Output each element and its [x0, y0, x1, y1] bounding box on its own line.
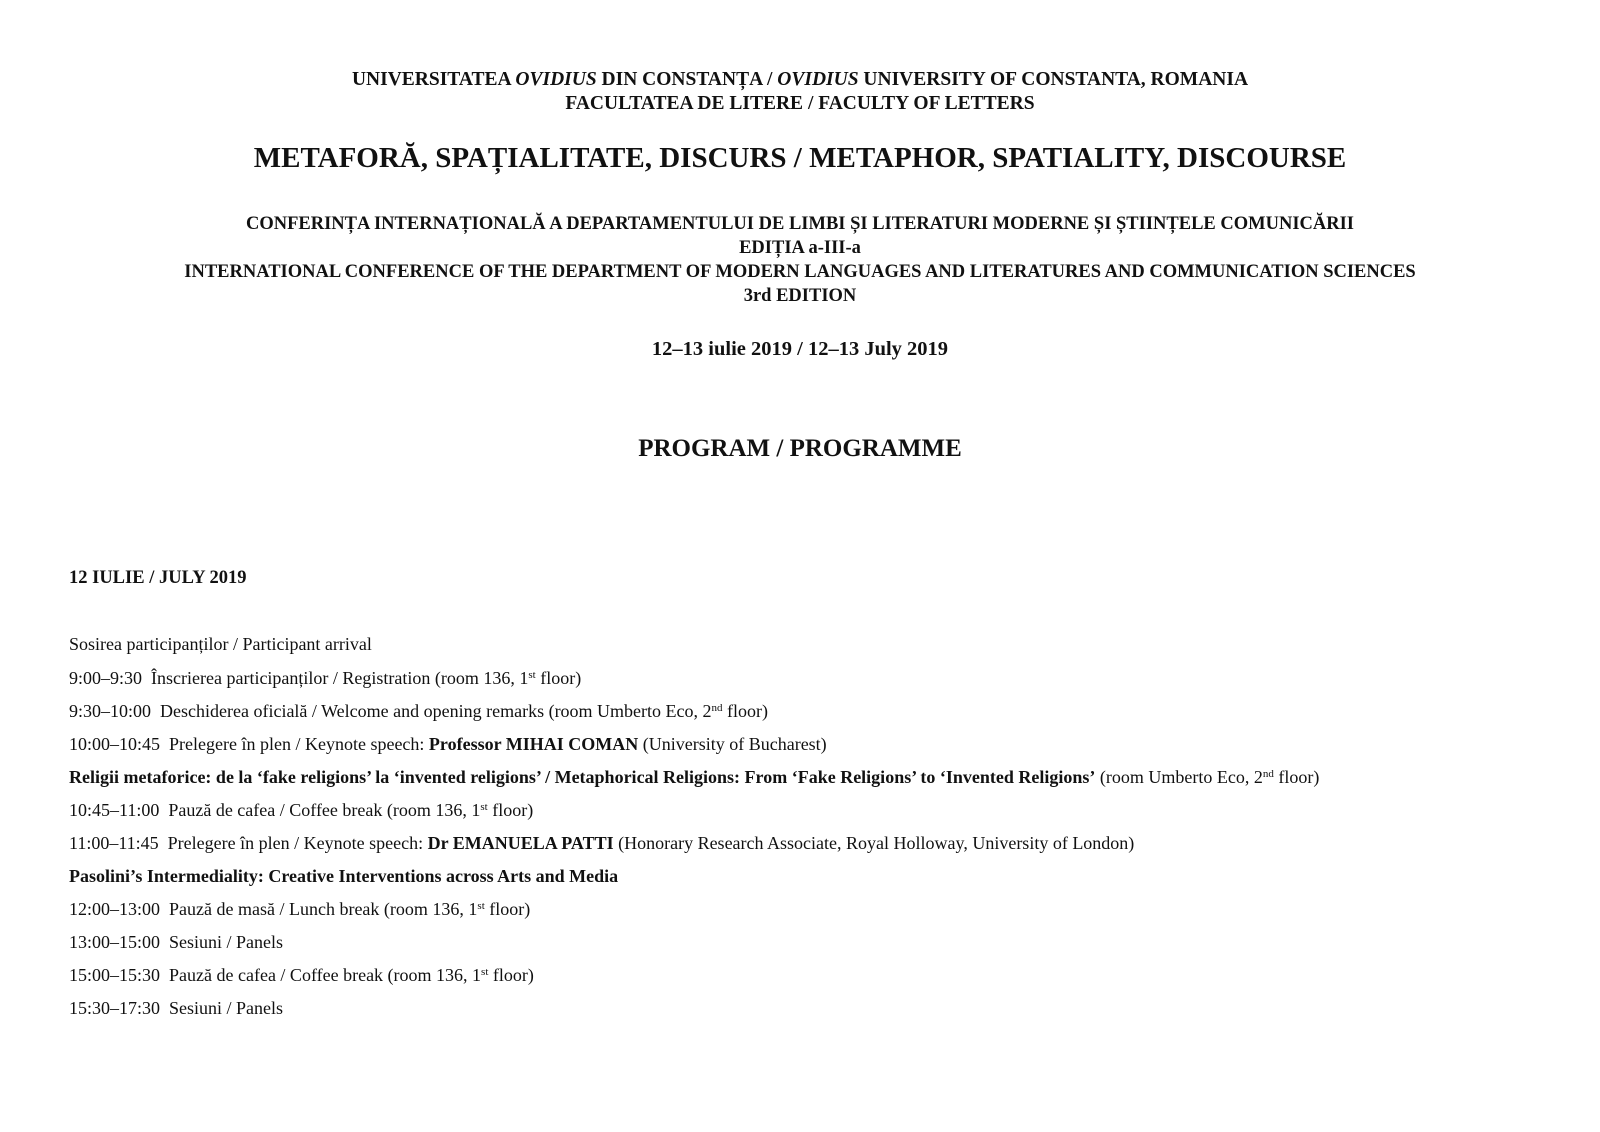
schedule-keynote-1-title [69, 765, 1319, 789]
university-ovidius-en: OVIDIUS [777, 69, 859, 90]
panels2-text: Sesiuni / Panels [169, 998, 284, 1018]
keynote1-text: Prelegere în plen / Keynote speech: [169, 734, 429, 754]
opening-end: floor) [722, 701, 769, 721]
keynote1-room-end: floor) [1273, 767, 1320, 787]
lunch-end: floor) [484, 899, 531, 919]
coffee2-time: 15:00–15:30 [69, 965, 161, 985]
coffee2-end: floor) [488, 965, 534, 985]
keynote1-affiliation: (University of Bucharest) [638, 734, 827, 754]
schedule-opening [69, 699, 768, 723]
conference-name-ro: CONFERINȚA INTERNAȚIONALĂ A DEPARTAMENTULUI DE LIMBI ȘI LITERATURI MODERNE ȘI ȘTIINȚELE COMUNICĂRII [246, 214, 1354, 234]
conference-title: METAFORĂ, SPAȚIALITATE, DISCURS / METAPHOR, SPATIALITY, DISCOURSE [253, 142, 1347, 174]
schedule-coffee-1 [69, 798, 533, 822]
opening-text: Deschiderea oficială / Welcome and opening remarks (room Umberto Eco, 2 [160, 701, 712, 721]
schedule-keynote-2 [69, 831, 1134, 855]
schedule-registration [69, 666, 581, 690]
day-heading: 12 IULIE / JULY 2019 [69, 568, 247, 588]
panels1-text: Sesiuni / Panels [169, 932, 284, 952]
keynote2-speaker: Dr EMANUELA PATTI [427, 833, 614, 853]
keynote2-time: 11:00–11:45 [69, 833, 159, 853]
keynote2-text: Prelegere în plen / Keynote speech: [167, 833, 428, 853]
registration-text: Înscrierea participanților / Registration (room 136, 1 [151, 668, 529, 688]
schedule-panels-1 [69, 930, 283, 954]
schedule-coffee-2 [69, 963, 534, 987]
conference-name-en: INTERNATIONAL CONFERENCE OF THE DEPARTMENT OF MODERN LANGUAGES AND LITERATURES AND COMMUNICATION SCIENCES [184, 262, 1416, 282]
faculty-heading: FACULTATEA DE LITERE / FACULTY OF LETTERS [565, 93, 1035, 114]
edition-en: 3rd EDITION [743, 286, 857, 306]
registration-end: floor) [535, 668, 582, 688]
coffee1-time: 10:45–11:00 [69, 800, 160, 820]
keynote1-room: (room Umberto Eco, 2 [1095, 767, 1263, 787]
keynote1-title: Religii metaforice: de la ‘fake religions’ la ‘invented religions’ / Metaphorical Religions: From ‘Fake Religions’ to ‘Invented Religions’ [69, 767, 1096, 787]
university-text-1: UNIVERSITATEA [351, 69, 516, 90]
keynote2-title: Pasolini’s Intermediality: Creative Interventions across Arts and Media [69, 866, 619, 886]
keynote1-speaker: Professor MIHAI COMAN [428, 734, 639, 754]
panels1-time: 13:00–15:00 [69, 932, 161, 952]
registration-time: 9:00–9:30 [69, 668, 143, 688]
opening-time: 9:30–10:00 [69, 701, 152, 721]
lunch-time: 12:00–13:00 [69, 899, 161, 919]
arrival-text: Sosirea participanților / Participant arrival [69, 634, 372, 654]
registration-sup: st [528, 669, 536, 681]
university-text-3: UNIVERSITY OF CONSTANTA, ROMANIA [858, 69, 1249, 90]
panels2-time: 15:30–17:30 [69, 998, 161, 1018]
program-heading: PROGRAM / PROGRAMME [638, 435, 962, 462]
coffee1-end: floor) [487, 800, 534, 820]
conference-dates: 12–13 iulie 2019 / 12–13 July 2019 [651, 338, 949, 360]
schedule-panels-2 [69, 996, 283, 1020]
schedule-lunch [69, 897, 530, 921]
lunch-sup: st [477, 900, 485, 912]
schedule-keynote-2-title [69, 864, 618, 888]
keynote2-affiliation: (Honorary Research Associate, Royal Holloway, University of London) [613, 833, 1135, 853]
university-ovidius-ro: OVIDIUS [515, 69, 597, 90]
edition-ro: EDIȚIA a-III-a [739, 238, 861, 258]
coffee1-text: Pauză de cafea / Coffee break (room 136, 1 [168, 800, 481, 820]
schedule-keynote-1 [69, 732, 827, 756]
opening-sup: nd [711, 702, 723, 714]
lunch-text: Pauză de masă / Lunch break (room 136, 1 [169, 899, 478, 919]
keynote1-room-sup: nd [1262, 768, 1274, 780]
schedule-arrival [69, 632, 372, 656]
coffee1-sup: st [480, 801, 488, 813]
university-text-2: DIN CONSTANȚA / [596, 69, 778, 90]
university-heading [0, 68, 1600, 92]
coffee2-text: Pauză de cafea / Coffee break (room 136, 1 [169, 965, 482, 985]
keynote1-time: 10:00–10:45 [69, 734, 161, 754]
coffee2-sup: st [481, 966, 489, 978]
